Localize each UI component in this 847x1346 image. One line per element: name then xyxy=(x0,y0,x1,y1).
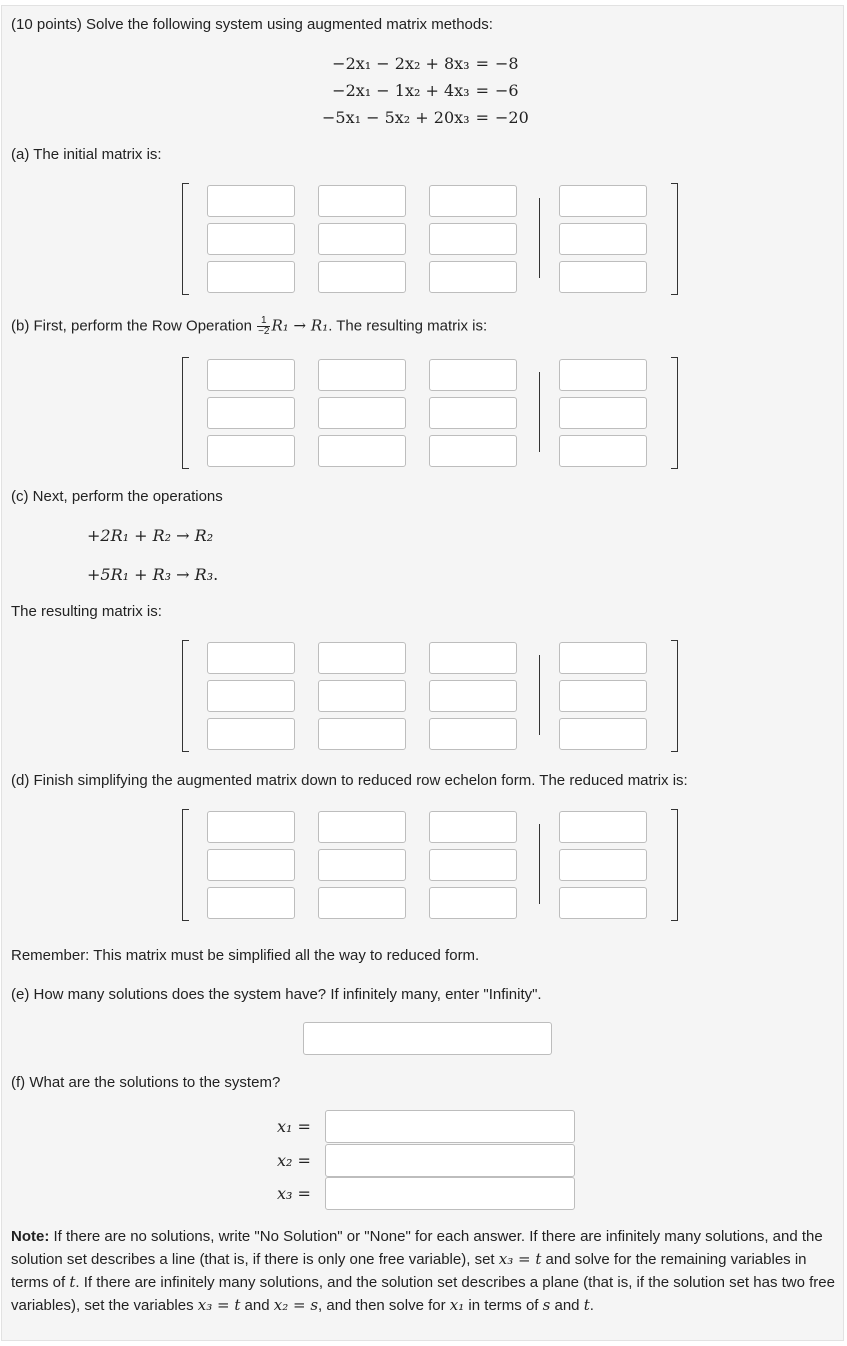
matrix-c-cell-r2c1[interactable] xyxy=(207,680,295,712)
matrix-a-cell-r2c4[interactable] xyxy=(559,223,647,255)
matrix-b-cell-r2c1[interactable] xyxy=(207,397,295,429)
matrix-c-cell-r3c3[interactable] xyxy=(429,718,517,750)
augment-bar xyxy=(539,198,540,278)
matrix-c-cell-r1c1[interactable] xyxy=(207,642,295,674)
matrix-c-cell-r2c2[interactable] xyxy=(318,680,406,712)
note-math: x₁ xyxy=(449,1296,465,1314)
right-bracket xyxy=(671,640,678,752)
note-math: x₃ = t xyxy=(197,1296,241,1314)
part-b-text: (b) First, perform the Row Operation xyxy=(11,317,257,335)
note-math: s xyxy=(542,1296,551,1314)
initial-matrix xyxy=(182,183,678,295)
part-b-text-after: . The resulting matrix is: xyxy=(328,317,488,335)
left-bracket xyxy=(182,357,189,469)
left-bracket xyxy=(182,183,189,295)
matrix-a-cell-r3c2[interactable] xyxy=(318,261,406,293)
fraction-numerator: 1 xyxy=(257,316,270,327)
x3-label: x₃ = xyxy=(277,1184,311,1203)
part-f-label: (f) What are the solutions to the system? xyxy=(11,1074,281,1091)
note-text: in terms of xyxy=(464,1297,543,1314)
solution-count-input[interactable] xyxy=(303,1022,552,1055)
right-bracket xyxy=(671,809,678,921)
row-op-2-expr: +5R₁ + R₃ → R₃ xyxy=(87,565,214,584)
note-bold-label: Note: xyxy=(11,1228,50,1245)
matrix-d-cell-r1c1[interactable] xyxy=(207,811,295,843)
part-a-label: (a) The initial matrix is: xyxy=(11,146,162,163)
note-text: , and then solve for xyxy=(318,1297,450,1314)
matrix-d-cell-r3c4[interactable] xyxy=(559,887,647,919)
matrix-a-cell-r2c1[interactable] xyxy=(207,223,295,255)
left-bracket xyxy=(182,809,189,921)
matrix-a-cell-r3c1[interactable] xyxy=(207,261,295,293)
matrix-b-cell-r2c3[interactable] xyxy=(429,397,517,429)
matrix-b-cell-r1c3[interactable] xyxy=(429,359,517,391)
matrix-d-cell-r1c3[interactable] xyxy=(429,811,517,843)
matrix-b-cell-r2c2[interactable] xyxy=(318,397,406,429)
x2-input[interactable] xyxy=(325,1144,575,1177)
matrix-d-cell-r2c2[interactable] xyxy=(318,849,406,881)
matrix-a-cell-r3c3[interactable] xyxy=(429,261,517,293)
part-b-label xyxy=(11,316,487,337)
x1-label: x₁ = xyxy=(277,1117,311,1136)
left-bracket xyxy=(182,640,189,752)
matrix-d-cell-r2c1[interactable] xyxy=(207,849,295,881)
augment-bar xyxy=(539,372,540,452)
matrix-after-elimination xyxy=(182,640,678,752)
matrix-d-cell-r3c1[interactable] xyxy=(207,887,295,919)
augment-bar xyxy=(539,824,540,904)
matrix-d-cell-r2c3[interactable] xyxy=(429,849,517,881)
matrix-a-cell-r1c1[interactable] xyxy=(207,185,295,217)
reduced-matrix xyxy=(182,809,678,921)
note-paragraph xyxy=(11,1226,841,1317)
matrix-d-cell-r1c4[interactable] xyxy=(559,811,647,843)
augment-bar xyxy=(539,655,540,735)
note-text: and xyxy=(550,1297,584,1314)
matrix-b-cell-r3c3[interactable] xyxy=(429,435,517,467)
matrix-d-cell-r3c3[interactable] xyxy=(429,887,517,919)
note-text: and solve for the remaining variables in terms of xyxy=(11,1251,807,1291)
equation-row xyxy=(322,104,529,131)
matrix-b-cell-r3c2[interactable] xyxy=(318,435,406,467)
row-op-1: +2R₁ + R₂ → R₂ xyxy=(87,526,214,545)
note-math: x₂ = s xyxy=(273,1296,319,1314)
equation-lhs: −2x₁ − 1x₂ + 4x₃ xyxy=(332,81,470,100)
matrix-c-cell-r3c1[interactable] xyxy=(207,718,295,750)
question-intro: (10 points) Solve the following system using augmented matrix methods: xyxy=(11,16,493,33)
equation-row xyxy=(322,50,529,77)
note-math: t xyxy=(583,1296,590,1314)
matrix-b-cell-r1c4[interactable] xyxy=(559,359,647,391)
fraction-denominator: −2 xyxy=(258,326,270,337)
note-text: . xyxy=(589,1297,594,1314)
matrix-d-cell-r1c2[interactable] xyxy=(318,811,406,843)
note-math: t xyxy=(69,1273,76,1291)
matrix-c-cell-r1c3[interactable] xyxy=(429,642,517,674)
matrix-c-cell-r3c2[interactable] xyxy=(318,718,406,750)
note-text: . If there are infinitely many solutions, and the solution set describes a plane (that is, if the solution set has two free variables), set the variables xyxy=(11,1274,835,1314)
note-text: If there are no solutions, write "No Solution" or "None" for each answer. If there are infinitely many solutions, and the solution set describes a line (that is, if there is only one free variable), set xyxy=(11,1228,823,1268)
matrix-a-cell-r1c3[interactable] xyxy=(429,185,517,217)
matrix-a-cell-r2c2[interactable] xyxy=(318,223,406,255)
matrix-a-cell-r3c4[interactable] xyxy=(559,261,647,293)
matrix-b-cell-r3c4[interactable] xyxy=(559,435,647,467)
matrix-c-cell-r2c4[interactable] xyxy=(559,680,647,712)
equation-rel: = xyxy=(475,54,489,73)
matrix-a-cell-r1c4[interactable] xyxy=(559,185,647,217)
row-op-2 xyxy=(87,565,218,585)
part-c-label: (c) Next, perform the operations xyxy=(11,488,223,505)
matrix-a-cell-r2c3[interactable] xyxy=(429,223,517,255)
equation-rhs: −8 xyxy=(495,54,519,73)
matrix-b-cell-r1c2[interactable] xyxy=(318,359,406,391)
part-d-label: (d) Finish simplifying the augmented matrix down to reduced row echelon form. The reduced matrix is: xyxy=(11,772,688,789)
equation-rel: = xyxy=(475,108,489,127)
matrix-c-cell-r1c2[interactable] xyxy=(318,642,406,674)
matrix-a-cell-r1c2[interactable] xyxy=(318,185,406,217)
equation-lhs: −5x₁ − 5x₂ + 20x₃ xyxy=(322,108,470,127)
matrix-b-cell-r2c4[interactable] xyxy=(559,397,647,429)
matrix-after-scale xyxy=(182,357,678,469)
equation-lhs: −2x₁ − 2x₂ + 8x₃ xyxy=(332,54,470,73)
equation-rhs: −20 xyxy=(495,108,529,127)
remember-text: Remember: This matrix must be simplified all the way to reduced form. xyxy=(11,947,480,964)
right-bracket xyxy=(671,357,678,469)
note-text: and xyxy=(240,1297,274,1314)
row-op-expression: R₁ → R₁ xyxy=(271,316,329,335)
matrix-d-cell-r2c4[interactable] xyxy=(559,849,647,881)
x1-input[interactable] xyxy=(325,1110,575,1143)
equation-system xyxy=(322,50,529,131)
row-op-2-punct: . xyxy=(213,565,219,584)
x2-label: x₂ = xyxy=(277,1151,311,1170)
equation-rel: = xyxy=(475,81,489,100)
matrix-c-cell-r2c3[interactable] xyxy=(429,680,517,712)
matrix-c-cell-r1c4[interactable] xyxy=(559,642,647,674)
row-op-fraction xyxy=(257,316,270,337)
matrix-d-cell-r3c2[interactable] xyxy=(318,887,406,919)
matrix-b-cell-r3c1[interactable] xyxy=(207,435,295,467)
matrix-c-cell-r3c4[interactable] xyxy=(559,718,647,750)
equation-row xyxy=(322,77,529,104)
matrix-b-cell-r1c1[interactable] xyxy=(207,359,295,391)
right-bracket xyxy=(671,183,678,295)
equation-rhs: −6 xyxy=(495,81,519,100)
note-math: x₃ = t xyxy=(498,1250,542,1268)
x3-input[interactable] xyxy=(325,1177,575,1210)
part-c-result-label: The resulting matrix is: xyxy=(11,603,162,620)
part-e-label: (e) How many solutions does the system have? If infinitely many, enter "Infinity". xyxy=(11,986,542,1003)
